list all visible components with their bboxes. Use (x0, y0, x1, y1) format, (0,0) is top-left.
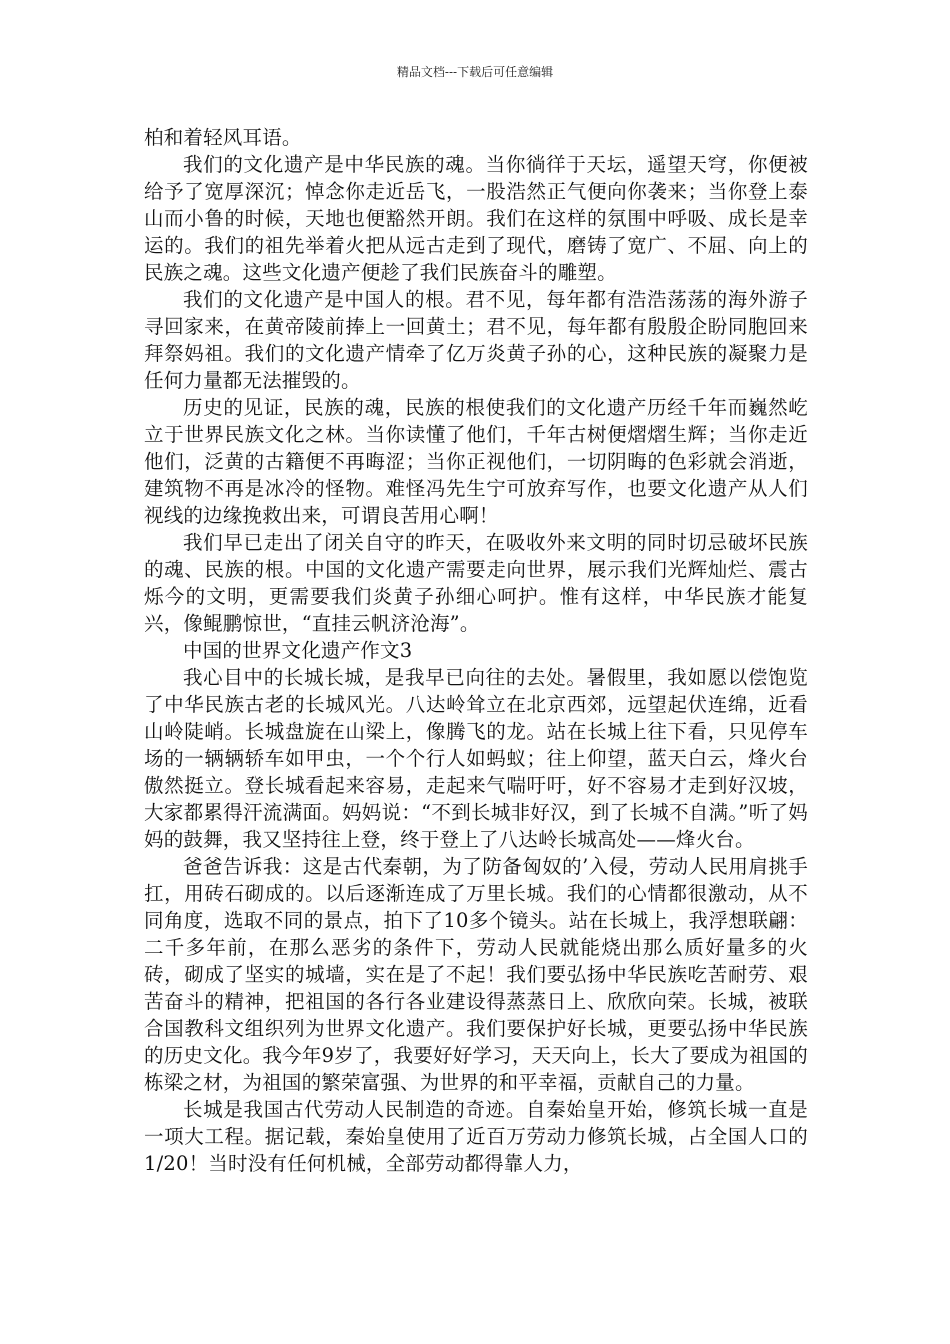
paragraph: 爸爸告诉我：这是古代秦朝，为了防备匈奴的’入侵，劳动人民用肩挑手扛，用砖石砌成的。以后逐渐连成了万里长城。我们的心情都很激动，从不同角度，选取不同的景点，拍下了10多个镜头。站在长城上，我浮想联翩：二千多年前，在那么恶劣的条件下，劳动人民就能烧出那么质好量多的火砖，砌成了坚实的城墙，实在是了不起！我们要弘扬中华民族吃苦耐劳、艰苦奋斗的精神，把祖国的各行各业建设得蒸蒸日上、欣欣向荣。长城，被联合国教科文组织列为世界文化遗产。我们要保护好长城，更要弘扬中华民族的历史文化。我今年9岁了，我要好好学习，天天向上，长大了要成为祖国的栋梁之材，为祖国的繁荣富强、为世界的和平幸福，贡献自己的力量。 (144, 855, 808, 1094)
paragraph: 我们的文化遗产是中华民族的魂。当你徜徉于天坛，遥望天穹，你便被给予了宽厚深沉；悼念你走近岳飞，一股浩然正气便向你袭来；当你登上泰山而小鲁的时候，天地也便豁然开朗。我们在这样的氛围中呼吸、成长是幸运的。我们的祖先举着火把从远古走到了现代，磨铸了宽广、不屈、向上的民族之魂。这些文化遗产便趁了我们民族奋斗的雕塑。 (144, 153, 808, 284)
section-heading: 中国的世界文化遗产作文3 (183, 639, 413, 662)
paragraph: 我们的文化遗产是中国人的根。君不见，每年都有浩浩荡荡的海外游子寻回家来，在黄帝陵前捧上一回黄土；君不见，每年都有殷殷企盼同胞回来拜祭妈祖。我们的文化遗产情牵了亿万炎黄子孙的心，这种民族的凝聚力是任何力量都无法摧毁的。 (144, 288, 808, 392)
paragraph: 我们早已走出了闭关自守的昨天，在吸收外来文明的同时切忌破坏民族的魂、民族的根。中国的文化遗产需要走向世界，展示我们光辉灿烂、震古烁今的文明，更需要我们炎黄子孙细心呵护。惟有这样，中华民族才能复兴，像鲲鹏惊世，“直挂云帆济沧海”。 (144, 531, 808, 635)
paragraph: 历史的见证，民族的魂，民族的根使我们的文化遗产历经千年而巍然屹立于世界民族文化之林。当你读懂了他们，千年古树便熠熠生辉；当你走近他们，泛黄的古籍便不再晦涩；当你正视他们，一切阴晦的色彩就会消逝，建筑物不再是冰冷的怪物。难怪冯先生宁可放弃写作，也要文化遗产从人们视线的边缘挽救出来，可谓良苦用心啊！ (144, 396, 808, 527)
paragraph: 长城是我国古代劳动人民制造的奇迹。自秦始皇开始，修筑长城一直是一项大工程。据记载，秦始皇使用了近百万劳动力修筑长城，占全国人口的1/20！当时没有任何机械，全部劳动都得靠人力， (144, 1098, 808, 1175)
paragraph: 我心目中的长城长城，是我早已向往的去处。暑假里，我如愿以偿饱览了中华民族古老的长城风光。八达岭耸立在北京西郊，远望起伏连绵，近看山岭陡峭。长城盘旋在山梁上，像腾飞的龙。站在长城上往下看，只见停车场的一辆辆轿车如甲虫，一个个行人如蚂蚁；往上仰望，蓝天白云，烽火台傲然挺立。登长城看起来容易，走起来气喘吁吁，好不容易才走到好汉坡，大家都累得汗流满面。妈妈说：“不到长城非好汉，到了长城不自满。”听了妈妈的鼓舞，我又坚持往上登，终于登上了八达岭长城高处——烽火台。 (144, 666, 808, 851)
document-body (144, 124, 808, 1177)
page-header: 精品文档---下载后可任意编辑 (396, 65, 554, 79)
paragraph-continued: 柏和着轻风耳语。 (144, 126, 302, 149)
